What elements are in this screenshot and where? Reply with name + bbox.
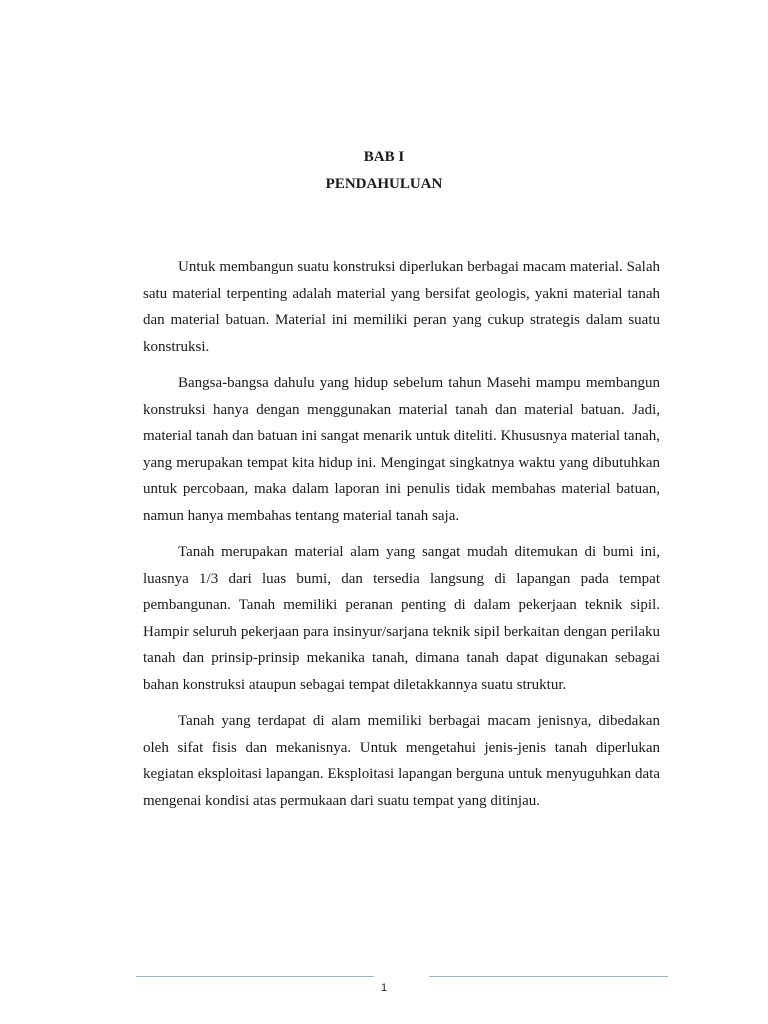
- chapter-title: PENDAHULUAN: [325, 176, 443, 192]
- page-number: 1: [380, 982, 388, 994]
- paragraph-2: Bangsa-bangsa dahulu yang hidup sebelum tahun Masehi mampu membangun konstruksi hanya dengan menggunakan material tanah dan material batuan. Jadi, material tanah dan batuan ini sangat menarik untuk diteliti. Khususnya material tanah, yang merupakan tempat kita hidup ini. Mengingat singkatnya waktu yang dibutuhkan untuk percobaan, maka dalam laporan ini penulis tidak membahas material batuan, namun hanya membahas tentang material tanah saja.: [143, 375, 660, 524]
- footer-divider-left: [136, 976, 374, 977]
- footer-divider-right: [429, 976, 668, 977]
- body-text: [143, 254, 660, 824]
- chapter-number: BAB I: [363, 149, 405, 165]
- paragraph-4: Tanah yang terdapat di alam memiliki berbagai macam jenisnya, dibedakan oleh sifat fisis dan mekanisnya. Untuk mengetahui jenis-jenis tanah diperlukan kegiatan eksploitasi lapangan. Eksploitasi lapangan berguna untuk menyuguhkan data mengenai kondisi atas permukaan dari suatu tempat yang ditinjau.: [143, 713, 660, 809]
- paragraph-3: Tanah merupakan material alam yang sangat mudah ditemukan di bumi ini, luasnya 1/3 dari luas bumi, dan tersedia langsung di lapangan pada tempat pembangunan. Tanah memiliki peranan penting di dalam pekerjaan teknik sipil. Hampir seluruh pekerjaan para insinyur/sarjana teknik sipil berkaitan dengan perilaku tanah dan prinsip-prinsip mekanika tanah, dimana tanah dapat digunakan sebagai bahan konstruksi ataupun sebagai tempat diletakkannya suatu struktur.: [143, 544, 660, 693]
- chapter-heading: [0, 144, 768, 198]
- paragraph-1: Untuk membangun suatu konstruksi diperlukan berbagai macam material. Salah satu material terpenting adalah material yang bersifat geologis, yakni material tanah dan material batuan. Material ini memiliki peran yang cukup strategis dalam suatu konstruksi.: [143, 259, 660, 355]
